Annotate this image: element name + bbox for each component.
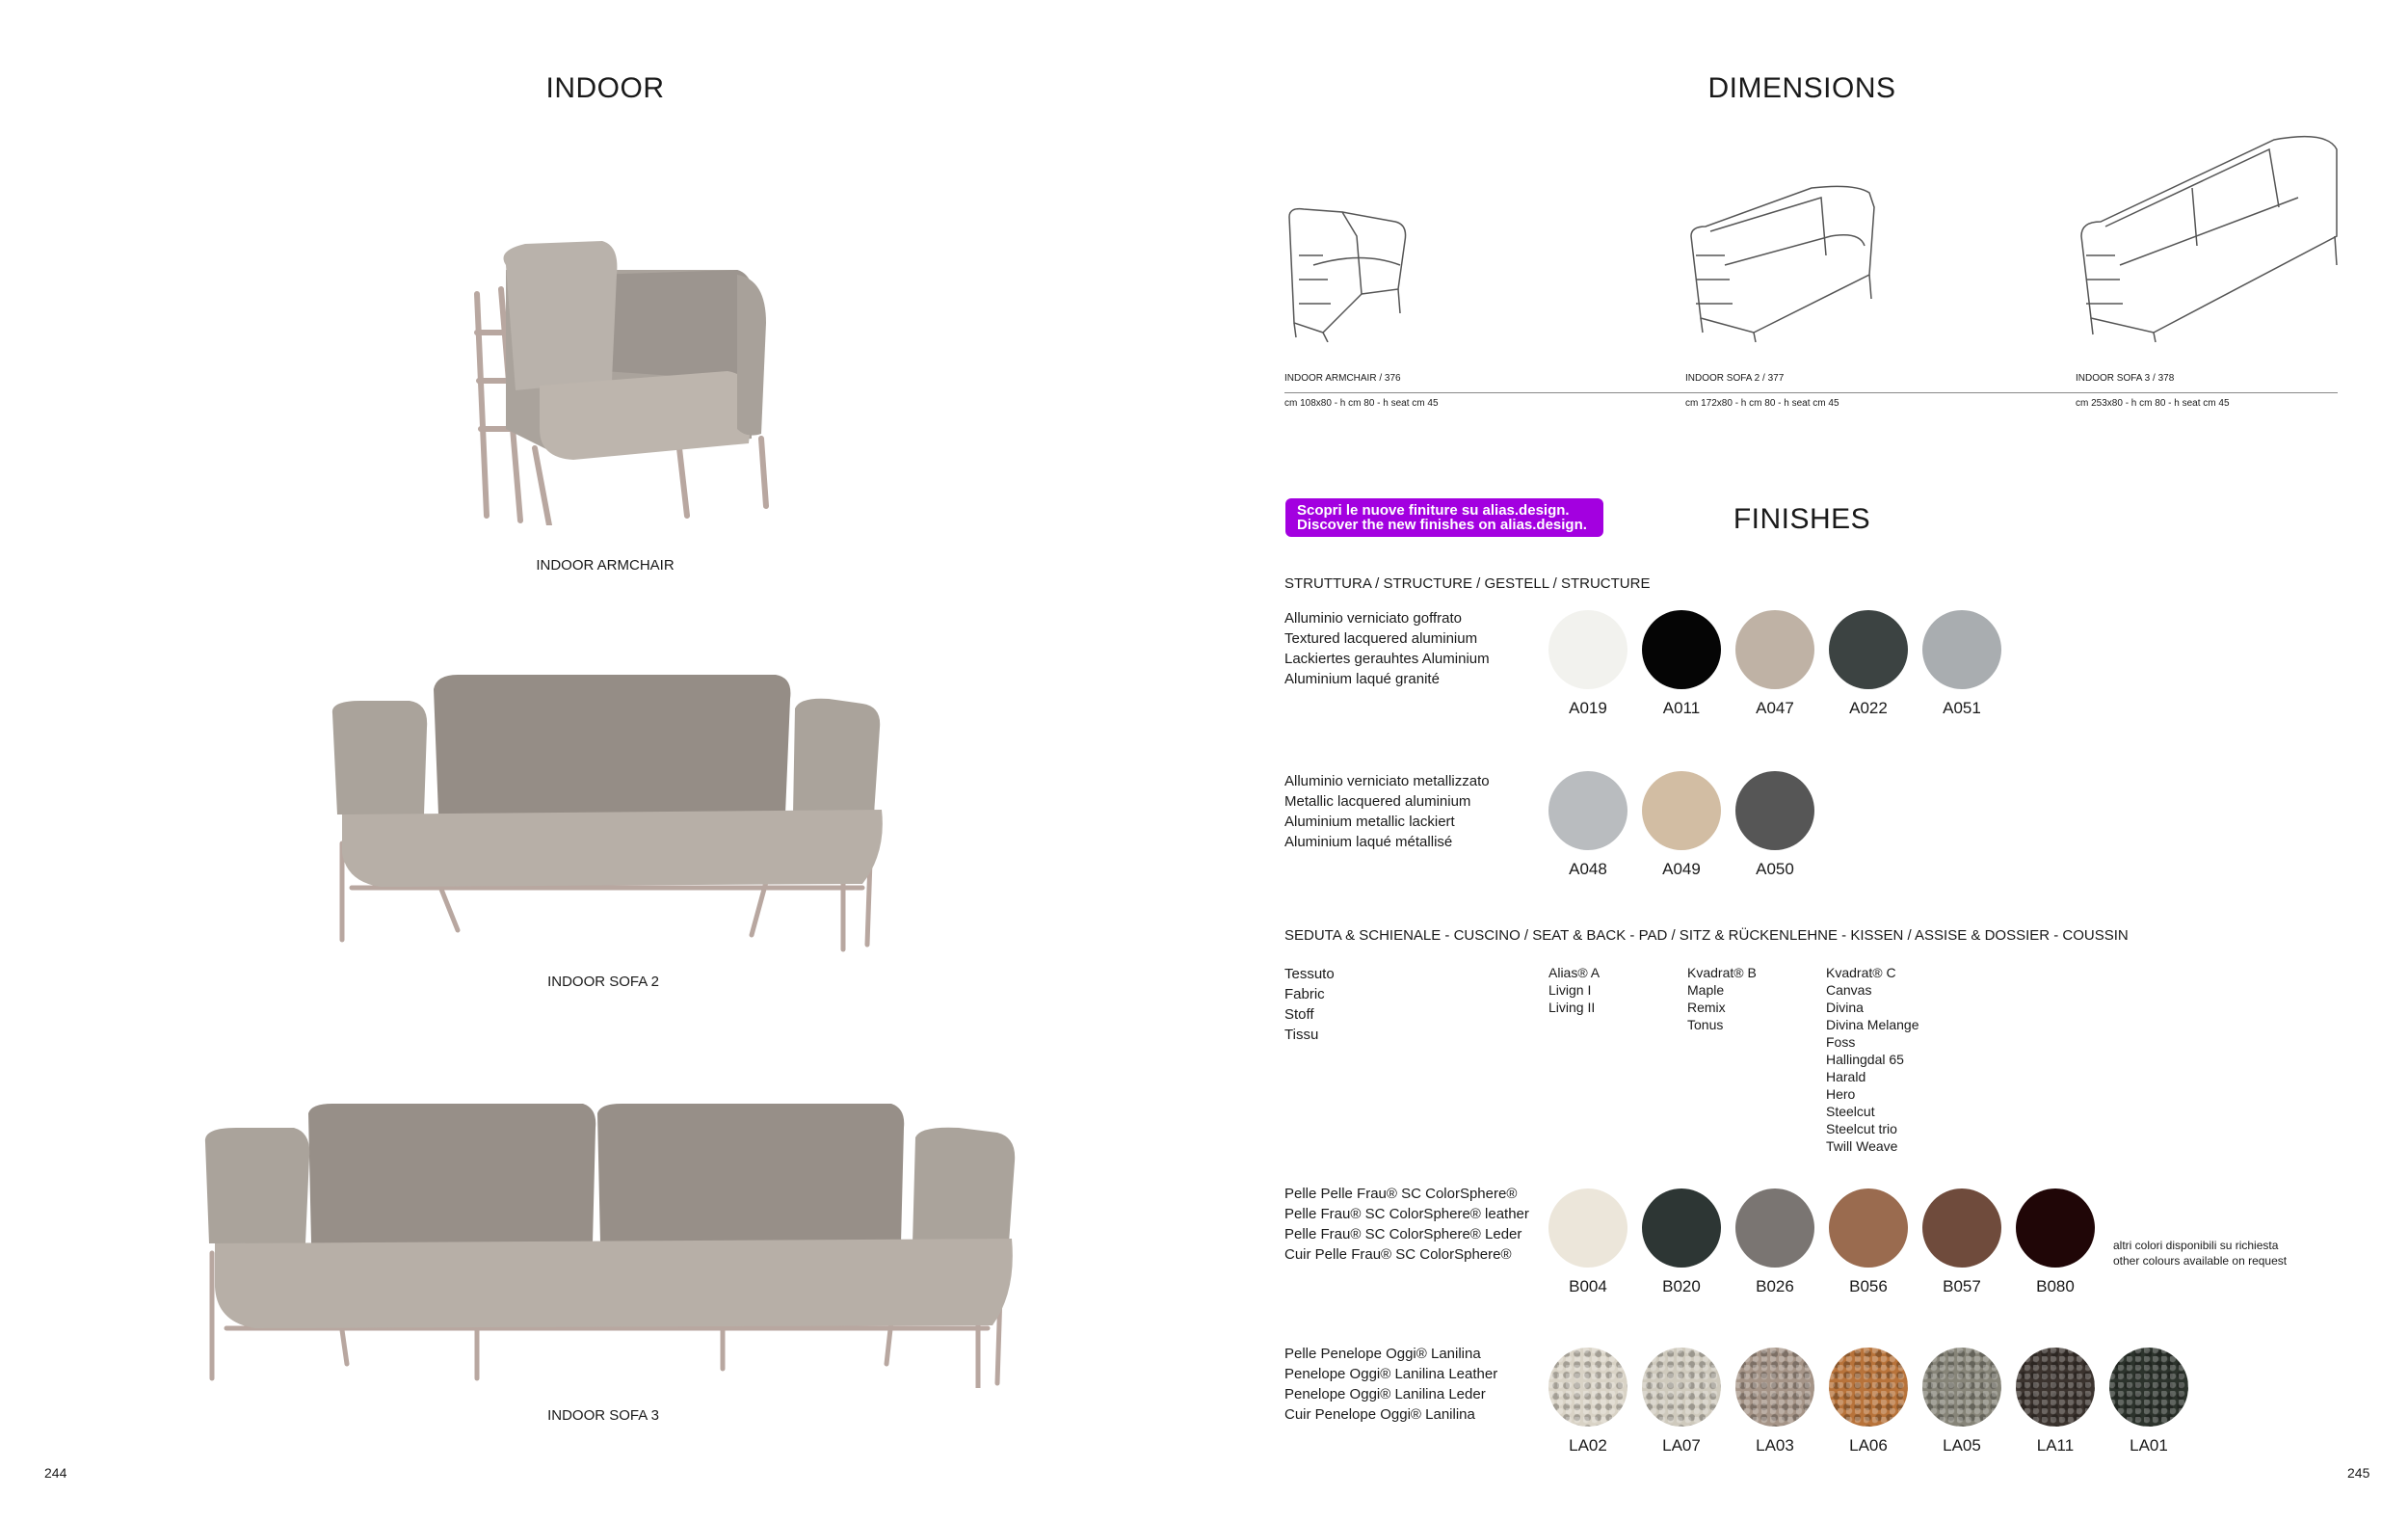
swatch-code-a050: A050 <box>1756 860 1794 878</box>
fabric-item: Steelcut <box>1826 1104 1875 1119</box>
swatch-code-b057: B057 <box>1943 1277 1981 1295</box>
swatch-code-la01: LA01 <box>2130 1436 2168 1455</box>
lanilina-description: Pelle Penelope Oggi® Lanilina Penelope Oggi® Lanilina Leather Penelope Oggi® Lanilina Leder Cuir Penelope Oggi® Lanilina <box>1284 1346 1498 1423</box>
fabric-item: Canvas <box>1826 982 1872 998</box>
swatch-b080 <box>2016 1188 2095 1268</box>
swatch-code-a049: A049 <box>1662 860 1701 878</box>
fabric-item: Kvadrat® C <box>1826 965 1896 980</box>
promo-line-1[interactable]: Scopri le nuove finiture su alias.design. <box>1297 502 1570 519</box>
dim-size-sofa3: cm 253x80 - h cm 80 - h seat cm 45 <box>2076 398 2230 409</box>
fabric-item: Alias® A <box>1548 965 1601 980</box>
dim-name-sofa2: INDOOR SOFA 2 / 377 <box>1685 373 1785 384</box>
swatch-a051 <box>1922 610 2001 689</box>
swatch-a011 <box>1642 610 1721 689</box>
armchair-caption: INDOOR ARMCHAIR <box>536 557 675 574</box>
indoor-title: INDOOR <box>545 72 665 104</box>
swatch-la03 <box>1735 1348 1814 1427</box>
seat-heading: SEDUTA & SCHIENALE - CUSCINO / SEAT & BACK - PAD / SITZ & RÜCKENLEHNE - KISSEN / ASSISE & DOSSIER - COUSSIN <box>1284 927 2129 944</box>
sofa3-image <box>198 1099 1021 1388</box>
swatch-b056 <box>1829 1188 1908 1268</box>
sofa2-drawing <box>1686 178 1879 347</box>
swatch-b026 <box>1735 1188 1814 1268</box>
sofa3-caption: INDOOR SOFA 3 <box>547 1407 659 1424</box>
dimensions-title: DIMENSIONS <box>1707 72 1896 104</box>
dim-size-armchair: cm 108x80 - h cm 80 - h seat cm 45 <box>1284 398 1439 409</box>
swatch-la01 <box>2109 1348 2188 1427</box>
swatch-la05 <box>1922 1348 2001 1427</box>
swatch-a047 <box>1735 610 1814 689</box>
swatch-code-la05: LA05 <box>1943 1436 1981 1455</box>
swatch-b057 <box>1922 1188 2001 1268</box>
finishes-title: FINISHES <box>1733 503 1871 535</box>
fabric-labels: Tessuto Fabric Stoff Tissu <box>1284 966 1335 1043</box>
dimensions-rule <box>1284 392 2338 393</box>
swatch-code-a047: A047 <box>1756 699 1794 717</box>
swatch-code-a022: A022 <box>1849 699 1888 717</box>
promo-line-2[interactable]: Discover the new finishes on alias.design. <box>1297 517 1587 533</box>
fabric-item: Maple <box>1687 982 1725 998</box>
fabric-item: Hallingdal 65 <box>1826 1052 1904 1067</box>
swatch-la06 <box>1829 1348 1908 1427</box>
swatch-code-b056: B056 <box>1849 1277 1888 1295</box>
swatch-a022 <box>1829 610 1908 689</box>
fabric-item: Foss <box>1826 1034 1856 1050</box>
swatch-code-la07: LA07 <box>1662 1436 1701 1455</box>
fabric-item: Steelcut trio <box>1826 1121 1897 1136</box>
fabric-item: Remix <box>1687 1000 1726 1015</box>
fabric-item: Livign I <box>1548 982 1592 998</box>
leather-description: Pelle Pelle Frau® SC ColorSphere® Pelle Frau® SC ColorSphere® leather Pelle Frau® SC ColorSphere® Leder Cuir Pelle Frau® SC ColorSphere® <box>1284 1186 1529 1263</box>
sofa3-drawing <box>2077 130 2342 347</box>
fabric-item: Tonus <box>1687 1017 1724 1032</box>
swatch-a049 <box>1642 771 1721 850</box>
swatch-code-b080: B080 <box>2036 1277 2075 1295</box>
swatch-la07 <box>1642 1348 1721 1427</box>
swatch-code-b026: B026 <box>1756 1277 1794 1295</box>
swatch-code-la02: LA02 <box>1569 1436 1607 1455</box>
swatch-b020 <box>1642 1188 1721 1268</box>
swatch-b004 <box>1548 1188 1627 1268</box>
metallic-description: Alluminio verniciato metallizzato Metallic lacquered aluminium Aluminium metallic lackiert Aluminium laqué métallisé <box>1284 773 1490 850</box>
swatch-a050 <box>1735 771 1814 850</box>
swatch-code-a019: A019 <box>1569 699 1607 717</box>
swatch-la11 <box>2016 1348 2095 1427</box>
textured-description: Alluminio verniciato goffrato Textured lacquered aluminium Lackiertes gerauhtes Aluminium Aluminium laqué granité <box>1284 610 1490 687</box>
swatch-code-a048: A048 <box>1569 860 1607 878</box>
fabric-item: Divina <box>1826 1000 1864 1015</box>
armchair-image <box>448 236 795 525</box>
leather-note: altri colori disponibili su richiesta other colours available on request <box>2113 1239 2288 1268</box>
swatch-a048 <box>1548 771 1627 850</box>
fabric-column-kvadrat-b <box>1687 964 1757 1033</box>
sofa2-image <box>323 670 901 959</box>
swatch-code-b020: B020 <box>1662 1277 1701 1295</box>
fabric-item: Harald <box>1826 1069 1866 1084</box>
fabric-column-alias <box>1548 964 1600 1016</box>
fabric-item: Divina Melange <box>1826 1017 1919 1032</box>
swatch-code-la06: LA06 <box>1849 1436 1888 1455</box>
fabric-item: Twill Weave <box>1826 1138 1898 1154</box>
swatch-code-b004: B004 <box>1569 1277 1607 1295</box>
swatch-code-la03: LA03 <box>1756 1436 1794 1455</box>
swatch-code-la11: LA11 <box>2036 1436 2075 1455</box>
sofa2-caption: INDOOR SOFA 2 <box>547 974 659 990</box>
fabric-column-kvadrat-c <box>1826 964 1919 1155</box>
structure-heading: STRUTTURA / STRUCTURE / GESTELL / STRUCTURE <box>1284 575 1651 592</box>
page-number-right: 245 <box>2347 1465 2370 1481</box>
dim-name-armchair: INDOOR ARMCHAIR / 376 <box>1284 373 1401 384</box>
fabric-item: Hero <box>1826 1086 1856 1102</box>
dim-size-sofa2: cm 172x80 - h cm 80 - h seat cm 45 <box>1685 398 1839 409</box>
swatch-code-a051: A051 <box>1943 699 1981 717</box>
swatch-a019 <box>1548 610 1627 689</box>
fabric-item: Kvadrat® B <box>1687 965 1757 980</box>
swatch-la02 <box>1548 1348 1627 1427</box>
fabric-item: Living II <box>1548 1000 1596 1015</box>
page-number-left: 244 <box>44 1465 67 1481</box>
swatch-code-a011: A011 <box>1662 699 1701 717</box>
armchair-drawing <box>1284 198 1419 347</box>
dim-name-sofa3: INDOOR SOFA 3 / 378 <box>2076 373 2175 384</box>
